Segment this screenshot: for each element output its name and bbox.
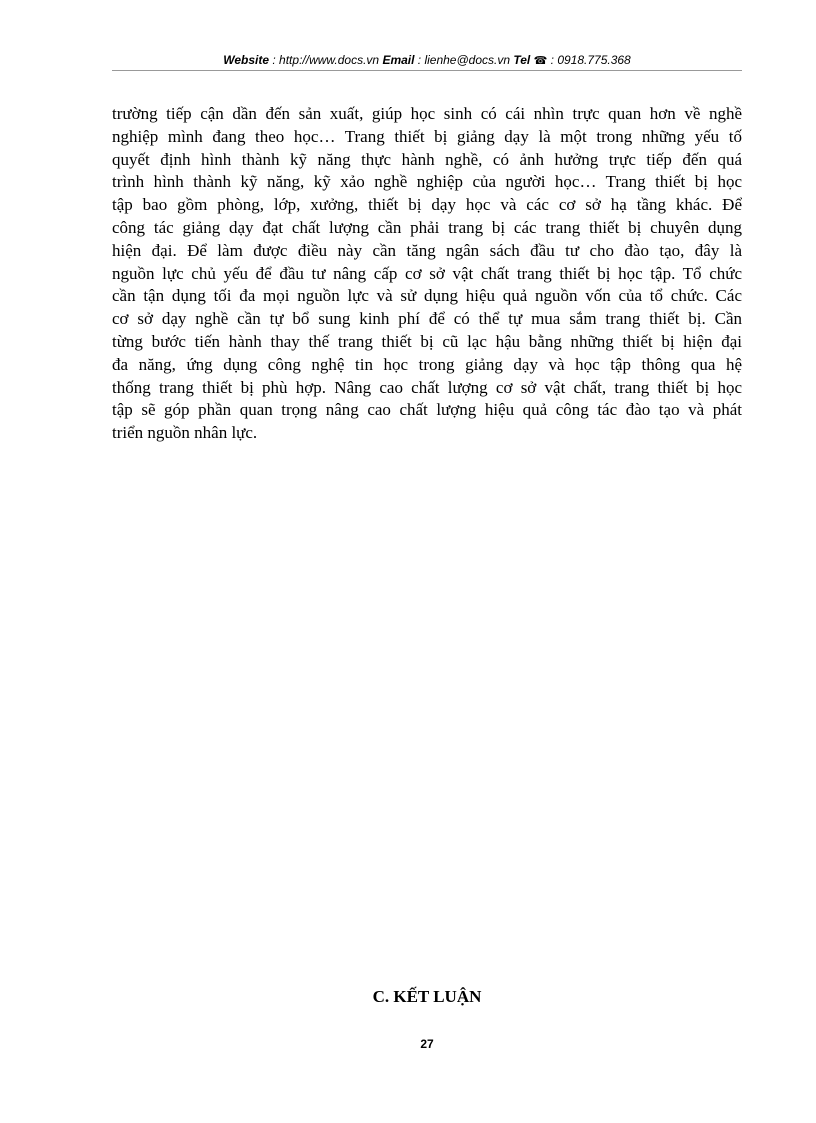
website-label: Website [223,53,270,67]
email-value: : lienhe@docs.vn [414,53,514,67]
body-paragraph [112,103,742,445]
body-line: quyết định hình thành kỹ năng thực hành nghề, có ảnh hưởng trực tiếp đến quá [112,149,742,169]
page-number: 27 [420,1037,434,1051]
email-label: Email [382,53,415,67]
website-value: : http://www.docs.vn [269,53,383,67]
body-line: nghiệp mình đang theo học… Trang thiết bị giảng dạy là một trong những yếu tố [112,126,742,146]
tel-value: : 0918.775.368 [547,53,631,67]
body-line: cơ sở dạy nghề cần tự bổ sung kinh phí để có thể tự mua sắm trang thiết bị. Cần [112,309,742,329]
header-divider [112,70,742,71]
body-line: từng bước tiến hành thay thế trang thiết bị cũ lạc hậu bằng những thiết bị hiện đại [112,331,742,351]
body-line: công tác giảng dạy đạt chất lượng cần phải trang bị các trang thiết bị chuyên dụng [112,217,742,237]
body-line: cần tận dụng tối đa mọi nguồn lực và sử dụng hiệu quả nguồn vốn của tổ chức. Các [112,286,742,306]
tel-label: Tel [513,53,531,67]
body-line: nguồn lực chủ yếu để đầu tư nâng cấp cơ sở vật chất trang thiết bị học tập. Tổ chức [112,263,742,283]
body-line: tập sẽ góp phần quan trọng nâng cao chất lượng hiệu quả công tác đào tạo và phát [112,400,742,420]
page-header [112,52,742,69]
body-line: đa năng, ứng dụng công nghệ tin học trong giảng dạy và học tập thông qua hệ [112,354,742,374]
body-line: triển nguồn nhân lực. [112,423,258,443]
body-line: trường tiếp cận dần đến sản xuất, giúp học sinh có cái nhìn trực quan hơn về nghề [112,104,742,123]
body-line: trình hình thành kỹ năng, kỹ xảo nghề nghiệp của người học… Trang thiết bị học [112,172,742,192]
body-line: tập bao gồm phòng, lớp, xưởng, thiết bị dạy học và các cơ sở hạ tầng khác. Để [112,195,742,215]
body-line: thống trang thiết bị phù hợp. Nâng cao chất lượng cơ sở vật chất, trang thiết bị học [112,377,742,397]
section-heading: C. KẾT LUẬN [372,987,482,1006]
phone-icon: ☎ [533,55,548,67]
body-line: hiện đại. Để làm được điều này cần tăng ngân sách đầu tư cho đào tạo, đây là [112,240,742,260]
